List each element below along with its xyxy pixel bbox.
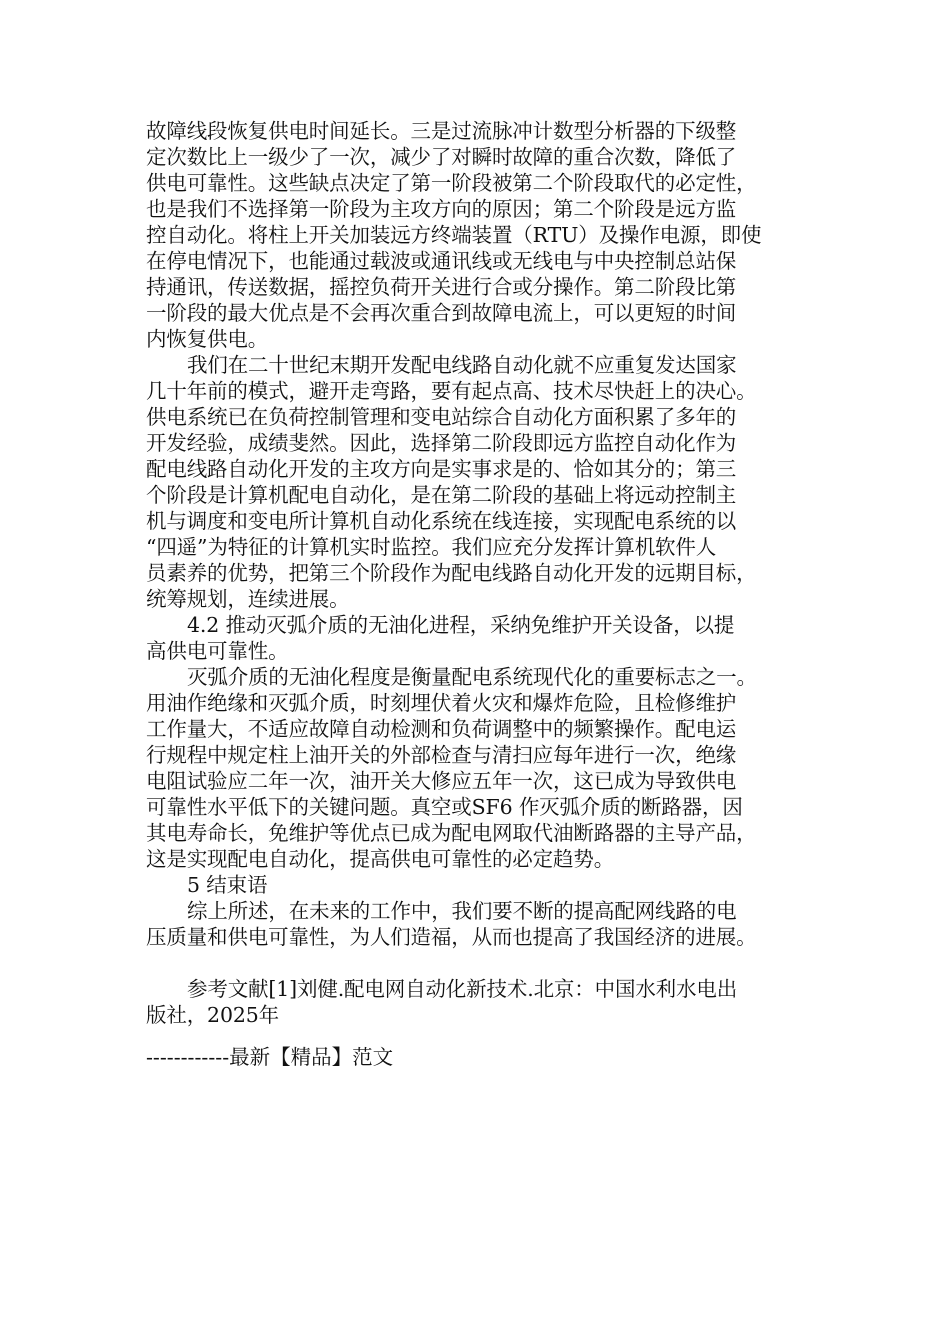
text-line: 几十年前的模式，避开走弯路，要有起点高、技术尽快赶上的决心。	[146, 379, 757, 403]
section-heading-4-2: 4.2 推动灭弧介质的无油化进程，采纳免维护开关设备，以提	[187, 613, 735, 637]
section-heading-5: 5 结束语	[187, 873, 268, 897]
reference-entry-continued: 版社，2025年	[146, 1003, 279, 1027]
paragraph-first-line: 综上所述，在未来的工作中，我们要不断的提高配网线路的电	[187, 899, 737, 923]
text-line: 供电可靠性。这些缺点决定了第一阶段被第二个阶段取代的必定性，	[146, 171, 757, 195]
text-line: 电阻试验应二年一次，油开关大修应五年一次，这已成为导致供电	[146, 769, 737, 793]
text-line: 也是我们不选择第一阶段为主攻方向的原因；第二个阶段是远方监	[146, 197, 737, 221]
text-line: 高供电可靠性。	[146, 639, 289, 663]
blank-line	[146, 950, 810, 976]
text-line: 配电线路自动化开发的主攻方向是实事求是的、恰如其分的；第三	[146, 457, 737, 481]
text-line: 一阶段的最大优点是不会再次重合到故障电流上，可以更短的时间	[146, 301, 737, 325]
text-line: 机与调度和变电所计算机自动化系统在线连接，实现配电系统的以	[146, 509, 737, 533]
text-line: 在停电情况下，也能通过载波或通讯线或无线电与中央控制总站保	[146, 249, 737, 273]
text-line: 供电系统已在负荷控制管理和变电站综合自动化方面积累了多年的	[146, 405, 737, 429]
text-line: 统筹规划，连续进展。	[146, 587, 350, 611]
paragraph-first-line: 灭弧介质的无油化程度是衡量配电系统现代化的重要标志之一。	[187, 665, 757, 689]
paragraph-first-line: 我们在二十世纪末期开发配电线路自动化就不应重复发达国家	[187, 353, 737, 377]
text-line: “四遥”为特征的计算机实时监控。我们应充分发挥计算机软件人	[146, 535, 717, 559]
footer-banner: ------------最新【精品】范文	[146, 1045, 394, 1069]
text-line: 个阶段是计算机配电自动化，是在第二阶段的基础上将远动控制主	[146, 483, 737, 507]
text-line: 定次数比上一级少了一次，减少了对瞬时故障的重合次数，降低了	[146, 145, 737, 169]
text-line: 故障线段恢复供电时间延长。三是过流脉冲计数型分析器的下级整	[146, 119, 737, 143]
text-line: 内恢复供电。	[146, 327, 269, 351]
text-line: 其电寿命长，免维护等优点已成为配电网取代油断路器的主导产品，	[146, 821, 757, 845]
document-body	[146, 118, 810, 1028]
text-line: 员素养的优势，把第三个阶段作为配电线路自动化开发的远期目标，	[146, 561, 757, 585]
text-line: 控自动化。将柱上开关加装远方终端装置（RTU）及操作电源，即使	[146, 223, 762, 247]
text-line: 持通讯，传送数据，摇控负荷开关进行合或分操作。第二阶段比第	[146, 275, 737, 299]
text-line: 可靠性水平低下的关键问题。真空或SF6 作灭弧介质的断路器，因	[146, 795, 743, 819]
text-line: 工作量大，不适应故障自动检测和负荷调整中的频繁操作。配电运	[146, 717, 737, 741]
text-line: 行规程中规定柱上油开关的外部检查与清扫应每年进行一次，绝缘	[146, 743, 737, 767]
text-line: 开发经验，成绩斐然。因此，选择第二阶段即远方监控自动化作为	[146, 431, 737, 455]
reference-entry: 参考文献[1]刘健.配电网自动化新技术.北京：中国水利水电出	[187, 977, 738, 1001]
text-line: 压质量和供电可靠性，为人们造福，从而也提高了我国经济的进展。	[146, 925, 757, 949]
text-line: 这是实现配电自动化，提高供电可靠性的必定趋势。	[146, 847, 615, 871]
text-line: 用油作绝缘和灭弧介质，时刻埋伏着火灾和爆炸危险，且检修维护	[146, 691, 737, 715]
